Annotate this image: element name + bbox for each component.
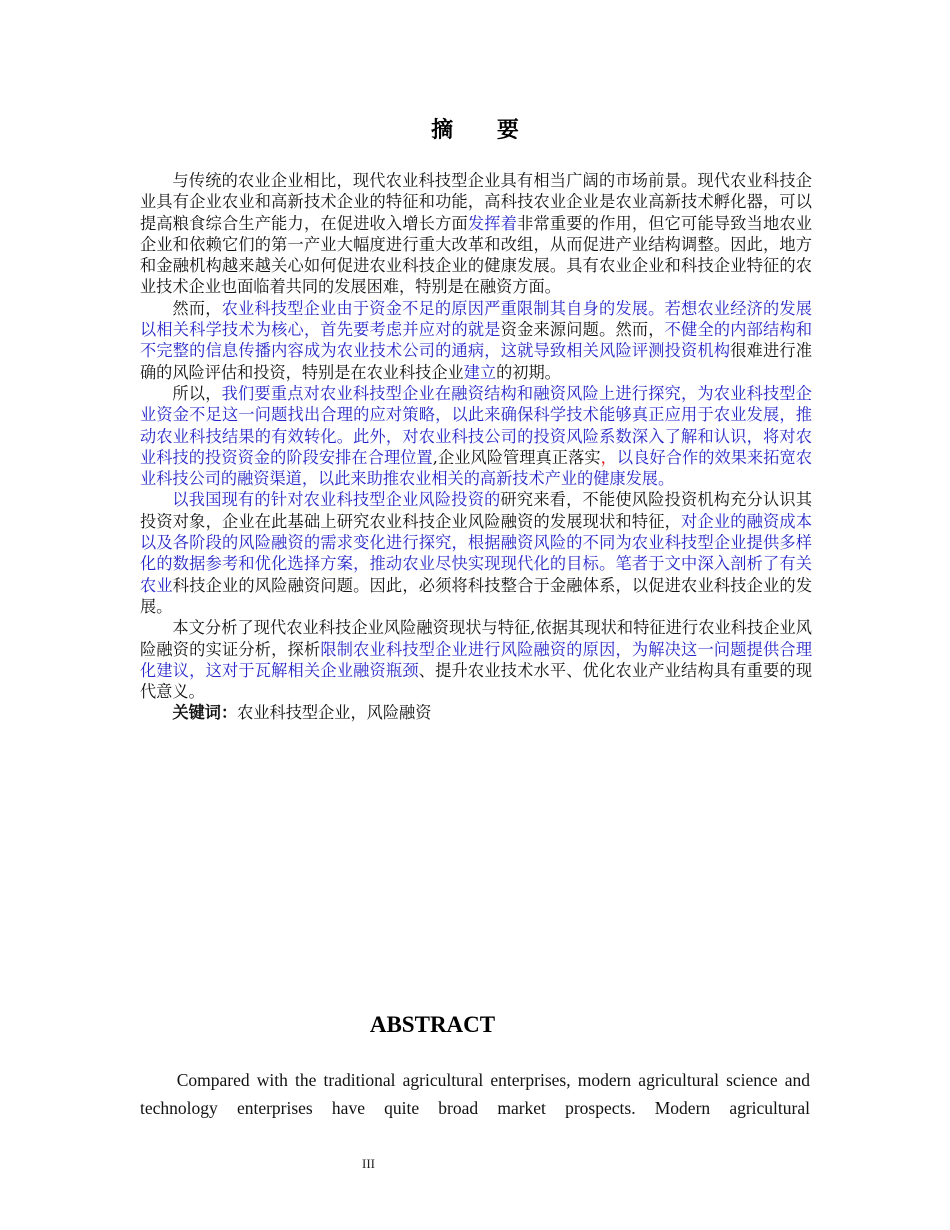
text-segment: 科技企业的风险融资问题。因此，必须将科技整合于金融体系，以促进农业科技企业的发展。 — [140, 575, 813, 616]
paragraph-4 — [140, 489, 812, 617]
text-segment: ， — [600, 447, 617, 467]
chinese-abstract-title: 摘 要 — [431, 118, 537, 143]
text-segment: 以我国现有的针对农业科技型企业风险投资的 — [172, 490, 501, 510]
english-paragraph-1: Compared with the traditional agricultural enterprises, modern agricultural science and technology enterprises have quite broad market prospects. Modern agricultural — [140, 1070, 810, 1118]
paragraph-1 — [140, 170, 812, 298]
text-segment: 非常重要的作用，但它可能导致当地农业企业和依赖它们的第一产业大幅度进行重大改革和改组，从而促进产业结构调整。因此，地方和金融机构越来越关心如何促进农业科技企业的健康发展。具有农业企业和科技企业特征的农业技术企业也面临着共同的发展困难，特别是在融资方面。 — [140, 213, 813, 297]
text-segment: 研究来看，不能使风险投资机构充分认识其投资对象，企业在此基础上研究农业科技企业风险融资的发展现状和特征， — [140, 490, 813, 531]
text-segment: 的初期。 — [496, 362, 561, 382]
text-segment: 农业科技型企业由于资金不足的原因严重限制其自身的发展。若想农业经济的发展以相关科学技术为核心，首先要考虑并应对的就是 — [140, 298, 812, 340]
paragraph-2 — [140, 298, 812, 383]
keywords-value: 农业科技型企业，风险融资 — [237, 703, 432, 723]
chinese-abstract-body — [140, 170, 812, 724]
text-segment: 限制农业科技型企业进行风险融资的原因，为解决这一问题提供合理化建议，这对于瓦解相关企业融资瓶颈 — [140, 639, 813, 680]
text-segment: 与传统的农业企业相比，现代农业科技型企业具有相当广阔的市场前景。现代农业科技企业具有企业农业和高新技术企业的特征和功能，高科技农业企业是农业高新技术孵化器，可以提高粮食综合生产能力，在促进收入增长方面 — [140, 171, 812, 233]
keywords-label: 关键词： — [172, 703, 238, 723]
english-abstract-body — [140, 1066, 810, 1122]
text-segment: 以良好合作的效果来拓宽农业科技公司的融资渠道，以此来助推农业相关的高新技术产业的健康发展。 — [140, 447, 813, 489]
page-number: III — [362, 1156, 375, 1171]
text-segment: 资金来源问题。然而， — [500, 320, 665, 340]
keywords-line — [140, 702, 812, 723]
text-segment: ,企业风险管理真正落实 — [432, 447, 601, 467]
paragraph-5 — [140, 617, 812, 702]
paragraph-3 — [140, 383, 812, 489]
text-segment: 本文分析了现代农业科技企业风险融资现状与特征,依据其现状和特征进行农业科技企业风险融资的实证分析，探析 — [140, 618, 812, 659]
text-segment: 我们要重点对农业科技型企业在融资结构和融资风险上进行探究，为农业科技型企业资金不足这一问题找出合理的应对策略，以此来确保科学技术能够真正应用于农业发展，推动农业科技结果的有效转化。此外，对农业科技公司的投资风险系数深入了解和认识，将对农业科技的投资资金的阶段安排在合理位置 — [140, 383, 812, 467]
text-segment: 建立 — [463, 362, 497, 382]
text-segment: 所以， — [172, 383, 222, 403]
text-segment: 很难进行准确的风险评估和投资，特别是在农业科技企业 — [140, 341, 813, 382]
text-segment: 发挥着 — [467, 213, 518, 233]
english-abstract-title: ABSTRACT — [369, 1012, 496, 1037]
text-segment: 、提升农业技术水平、优化农业产业结构具有重要的现代意义。 — [140, 660, 813, 702]
text-segment: 不健全的内部结构和不完整的信息传播内容成为农业技术公司的通病，这就导致相关风险评测投资机构 — [140, 320, 813, 361]
text-segment: 然而， — [172, 298, 222, 318]
text-segment: 对企业的融资成本以及各阶段的风险融资的需求变化进行探究，根据融资风险的不同为农业科技型企业提供多样化的数据参考和优化选择方案，推动农业尽快实现现代化的目标。笔者于文中深入剖析了有关农业 — [140, 511, 813, 595]
